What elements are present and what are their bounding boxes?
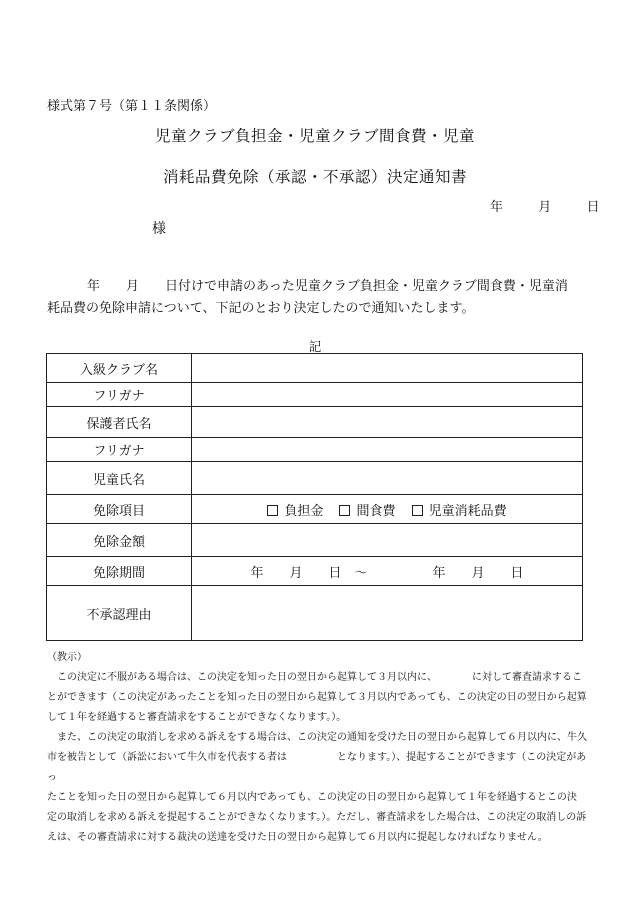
checkbox-shomohinhi[interactable] (412, 505, 423, 516)
rejection-reason-label: 不承認理由 (47, 586, 192, 641)
title-line-1: 児童クラブ負担金・児童クラブ間食費・児童 (154, 127, 475, 145)
checkbox-futankin[interactable] (267, 505, 278, 516)
exemption-period-label: 免除期間 (47, 557, 192, 586)
item-shomohinhi: 児童消耗品費 (428, 503, 507, 519)
item-futankin: 負担金 (284, 503, 324, 519)
guardian-name-value[interactable] (192, 407, 583, 438)
notes-p2-line-2: 市を被告として（訴訟において牛久市を代表する者は となります。）、提起することができます（この決定があっ (47, 752, 587, 783)
notes-p2-line-3: たことを知った日の翌日から起算して６月以内であっても、この決定の日の翌日から起算して１年を経過するとこの決 (47, 792, 577, 803)
form-number: 様式第７号（第１１条関係） (47, 99, 217, 114)
date-day: 日 (586, 200, 600, 215)
exemption-items-value (192, 495, 583, 524)
notes-p2-line-1: また、この決定の取消しを求める訴えをする場合は、この決定の通知を受けた日の翌日から起算して６月以内に、牛久 (57, 732, 587, 743)
child-name-label: 児童氏名 (47, 462, 192, 495)
exemption-amount-label: 免除金額 (47, 524, 192, 557)
addressee-suffix: 様 (152, 221, 166, 237)
exemption-period-value: 年 月 日 ～ 年 月 日 (192, 557, 583, 586)
notes-heading: （教示） (47, 652, 87, 663)
issue-date (490, 196, 600, 215)
rejection-reason-value[interactable] (192, 586, 583, 641)
notice-body-line-1: 年 月 日付けで申請のあった児童クラブ負担金・児童クラブ間食費・児童消 (87, 279, 568, 294)
furigana-child-value[interactable] (192, 438, 583, 462)
child-name-value[interactable] (192, 462, 583, 495)
date-month: 月 (538, 200, 552, 215)
notice-body-line-2: 耗品費の免除申請について、下記のとおり決定したので通知いたします。 (47, 301, 475, 316)
checkbox-kanshokuhi[interactable] (339, 505, 350, 516)
notes-p1-line-2: とができます（この決定があったことを知った日の翌日から起算して３月以内であっても、この決定の日の翌日から起算 (47, 692, 587, 703)
notes-p1-line-1: この決定に不服がある場合は、この決定を知った日の翌日から起算して３月以内に、 に対して審査請求するこ (57, 672, 582, 683)
furigana-guardian-value[interactable] (192, 383, 583, 407)
club-name-value[interactable] (192, 354, 583, 383)
decision-table (46, 353, 583, 641)
notice-body (47, 276, 587, 320)
instruction-notes (47, 648, 587, 848)
notes-p2-line-5: えは、その審査請求に対する裁決の送達を受けた日の翌日から起算して６月以内に提起しなければなりません。 (47, 832, 548, 843)
ki-heading: 記 (308, 339, 322, 354)
club-name-label: 入級クラブ名 (47, 354, 192, 383)
notes-p1-line-3: して１年を経過すると審査請求をすることができなくなります。）。 (47, 712, 347, 723)
exemption-items-label: 免除項目 (47, 495, 192, 524)
exemption-amount-value[interactable] (192, 524, 583, 557)
date-year: 年 (490, 200, 504, 215)
furigana-guardian-label: フリガナ (47, 383, 192, 407)
item-kanshokuhi: 間食費 (356, 503, 396, 519)
guardian-name-label: 保護者氏名 (47, 407, 192, 438)
title-line-2: 消耗品費免除（承認・不承認）決定通知書 (162, 168, 467, 186)
furigana-child-label: フリガナ (47, 438, 192, 462)
notes-p2-line-4: 定の取消しを求める訴えを提起することができなくなります。）。ただし、審査請求をした場合は、この決定の取消しの訴 (47, 812, 587, 823)
